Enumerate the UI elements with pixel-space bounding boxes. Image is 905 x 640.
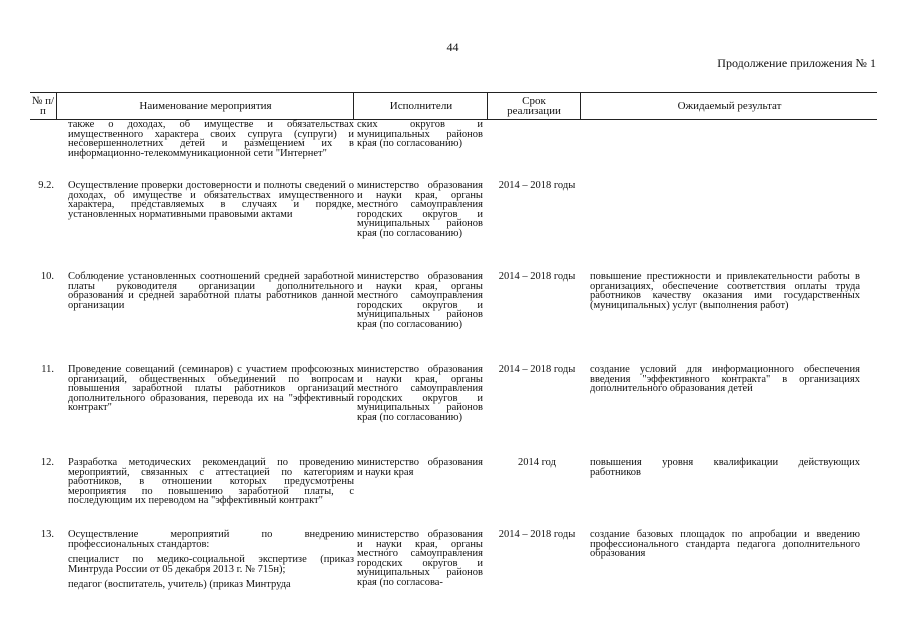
row-activity [68, 120, 354, 158]
activity-text: специалист по медико-социальной экспертизе (приказ Минтруда России от 05 декабря 2013 г. № 715н); [68, 554, 354, 575]
row-number: 9.2. [38, 180, 54, 191]
row-number: 10. [40, 271, 54, 282]
row-result: создание базовых площадок по апробации и введению профессионального стандарта педагога дополнительного образования [590, 529, 860, 560]
activity-text: также о доходах, об имуществе и обязательствах имущественного характера своих супруга (супруги) и несовершеннолетних детей и размещением их в информационно-телекоммуникационной сети "Интернет" [68, 119, 354, 159]
row-number: 12. [40, 457, 54, 468]
activity-text: педагог (воспитатель, учитель) (приказ Минтруда [68, 579, 291, 591]
appendix-continuation: Продолжение приложения № 1 [717, 56, 876, 70]
row-term: 2014 – 2018 годы [498, 180, 576, 191]
row-activity [68, 365, 354, 413]
row-executors: министерство образования и науки края, органы местного самоуправления городских округов и муниципальных районов края (по согласова- [357, 529, 483, 588]
row-term: 2014 год [518, 457, 556, 468]
row-result: создание условий для информационного обеспечения введения "эффективного контракта" в организациях дополнительного образования детей [590, 364, 860, 395]
activity-text: Осуществление мероприятий по внедрению профессиональных стандартов: [68, 529, 354, 550]
header-executors: Исполнители [353, 93, 488, 119]
header-num: № п/п [31, 95, 55, 117]
row-executors: министерство образования и науки края, органы местного самоуправления городских округов и муниципальных районов края (по согласованию) [357, 271, 483, 330]
row-term: 2014 – 2018 годы [498, 364, 576, 375]
row-activity [68, 458, 354, 506]
page-number: 44 [446, 40, 459, 54]
activity-text: Разработка методических рекомендаций по проведению мероприятий, связанных с аттестацией по категориям работников, в отношении которых предусмотрены мероприятия по повышению заработной платы, с последующим их переводом на "эффективный контракт" [68, 457, 354, 507]
activity-text: Осуществление проверки достоверности и полноты сведений о доходах, об имуществе и обязательствах имущественного характера, представляемых в случаях и порядке, установленных нормативными правовыми актами [68, 180, 354, 220]
row-activity [68, 181, 354, 219]
row-executors: министерство образования и науки края, органы местного самоуправления городских округов и муниципальных районов края (по согласованию) [357, 180, 483, 239]
row-number: 13. [40, 529, 54, 540]
header-activity: Наименование мероприятия [56, 93, 354, 119]
row-executors: ских округов и муниципальных районов края (по согласованию) [357, 119, 483, 150]
row-result: повышения уровня квалификации действующих работников [590, 457, 860, 478]
row-term: 2014 – 2018 годы [498, 529, 576, 540]
row-result: повышение престижности и привлекательности работы в организациях, обеспечение соответствия оплаты труда работников качеству оказания ими государственных (муниципальных) услуг (выполнения работ) [590, 271, 860, 311]
row-executors: министерство образования и науки края [357, 457, 483, 478]
row-number: 11. [41, 364, 54, 375]
row-activity [68, 530, 354, 590]
row-term: 2014 – 2018 годы [498, 271, 576, 282]
activity-text: Проведение совещаний (семинаров) с участием профсоюзных организаций, общественных объединений по вопросам повышения заработной платы работников организаций дополнительного образования, перевода их на "эффективный контракт" [68, 364, 354, 414]
row-executors: министерство образования и науки края, органы местного самоуправления городских округов и муниципальных районов края (по согласованию) [357, 364, 483, 423]
activity-text: Соблюдение установленных соотношений средней заработной платы руководителя организации дополнительного образования и средней заработной платы работников данной организации [68, 271, 354, 311]
row-activity [68, 272, 354, 310]
header-result: Ожидаемый результат [580, 93, 878, 119]
table-header [30, 92, 877, 120]
header-term: Срок реализации [487, 93, 580, 119]
